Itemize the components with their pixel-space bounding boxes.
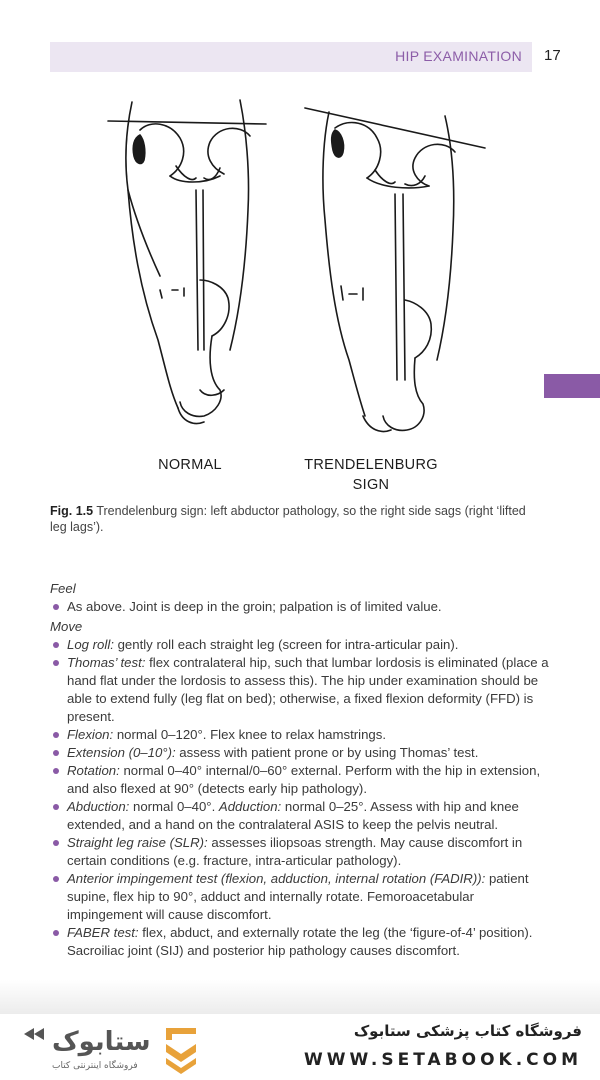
running-header-title: HIP EXAMINATION	[395, 48, 522, 64]
logo-text: ستابوک	[52, 1027, 151, 1057]
figure-caption-text: Trendelenburg sign: left abductor pathology, so the right side sags (right ‘lifted leg lags’).	[50, 504, 526, 534]
list-item-text: assesses iliopsoas strength. May cause discomfort in certain conditions (e.g. fracture, intra-articular pathology).	[67, 835, 523, 868]
list-item-text: normal 0–40° internal/0–60° external. Perform with the hip in extension, and also flexed at 90° (detects early hip pathology).	[67, 763, 541, 796]
list-item-text: normal 0–40°.	[129, 799, 219, 814]
chapter-thumb-tab	[544, 374, 600, 398]
list-item	[50, 762, 550, 798]
setabook-logo-icon	[18, 1020, 198, 1076]
list-item-text: assess with patient prone or by using Thomas’ test.	[175, 745, 479, 760]
list-item	[50, 834, 550, 870]
list-item	[50, 798, 550, 834]
trendelenburg-illustration	[100, 90, 500, 450]
list-item	[50, 870, 550, 924]
list-item-text: As above. Joint is deep in the groin; palpation is of limited value.	[67, 599, 442, 614]
list-item-text: normal 0–25°. Assess with hip and knee extended, and a hand on the contralateral ASIS to keep the pelvis neutral.	[67, 799, 519, 832]
footer-shadow	[0, 980, 600, 1014]
list-item-term: FABER test:	[67, 925, 139, 940]
list-item-term: Log roll:	[67, 637, 114, 652]
bullet-icon	[53, 750, 59, 756]
list-item-term: Abduction:	[67, 799, 130, 814]
page-number: 17	[544, 47, 561, 64]
figure-label-sign: SIGN	[352, 477, 390, 493]
list-item-term: Thomas’ test:	[67, 655, 146, 670]
bullet-icon	[53, 604, 59, 610]
list-item	[50, 636, 550, 654]
section-heading-move: Move	[50, 619, 83, 634]
list-item	[50, 598, 550, 616]
bullet-icon	[53, 732, 59, 738]
list-item	[50, 726, 550, 744]
bullet-icon	[53, 930, 59, 936]
list-item	[50, 654, 550, 726]
bullet-icon	[53, 804, 59, 810]
bullet-icon	[53, 660, 59, 666]
running-header	[50, 42, 532, 72]
store-url[interactable]: WWW.SETABOOK.COM	[304, 1050, 582, 1070]
list-item-term: Anterior impingement test (flexion, adduction, internal rotation (FADIR)):	[67, 871, 486, 886]
list-item-text: patient supine, flex hip to 90°, adduct and internally rotate. Femoroacetabular impingement will cause discomfort.	[67, 871, 529, 922]
move-list	[50, 636, 550, 960]
list-item-text: gently roll each straight leg (screen for intra-articular pain).	[113, 637, 459, 652]
logo-subtext: فروشگاه اینترنتی کتاب	[52, 1061, 138, 1071]
normal-figure	[108, 100, 266, 423]
main-text	[50, 580, 550, 960]
section-heading-feel: Feel	[50, 581, 76, 596]
list-item	[50, 924, 550, 960]
feel-list	[50, 598, 550, 616]
list-item-term: Extension (0–10°):	[67, 745, 176, 760]
bullet-icon	[53, 768, 59, 774]
figure-label-trendelenburg: TRENDELENBURG	[304, 457, 438, 473]
list-item-term: Flexion:	[67, 727, 114, 742]
bullet-icon	[53, 876, 59, 882]
trendelenburg-figure-drawing	[305, 108, 485, 431]
list-item-text: flex contralateral hip, such that lumbar lordosis is eliminated (place a hand flat under the lordosis to assess this). The hip under examination should be able to extend fully (leg flat on bed); otherwise, a fixed flexion deformity (FFD) is present.	[67, 655, 549, 724]
figure-caption-label: Fig. 1.5	[50, 504, 94, 518]
trendelenburg-figure	[100, 90, 500, 450]
publisher-footer	[0, 1014, 600, 1080]
list-item-text: normal 0–120°. Flex knee to relax hamstrings.	[113, 727, 387, 742]
bullet-icon	[53, 840, 59, 846]
list-item-term: Adduction:	[218, 799, 282, 814]
store-name: فروشگاه کتاب پزشکی ستابوک	[353, 1022, 582, 1040]
list-item-term: Straight leg raise (SLR):	[67, 835, 208, 850]
figure-caption	[50, 503, 540, 535]
list-item-text: flex, abduct, and externally rotate the leg (the ‘figure-of-4’ position). Sacroiliac joint (SIJ) and posterior hip pathology causes discomfort.	[67, 925, 533, 958]
list-item-term: Rotation:	[67, 763, 120, 778]
figure-label-normal: NORMAL	[158, 457, 222, 473]
bullet-icon	[53, 642, 59, 648]
list-item	[50, 744, 550, 762]
